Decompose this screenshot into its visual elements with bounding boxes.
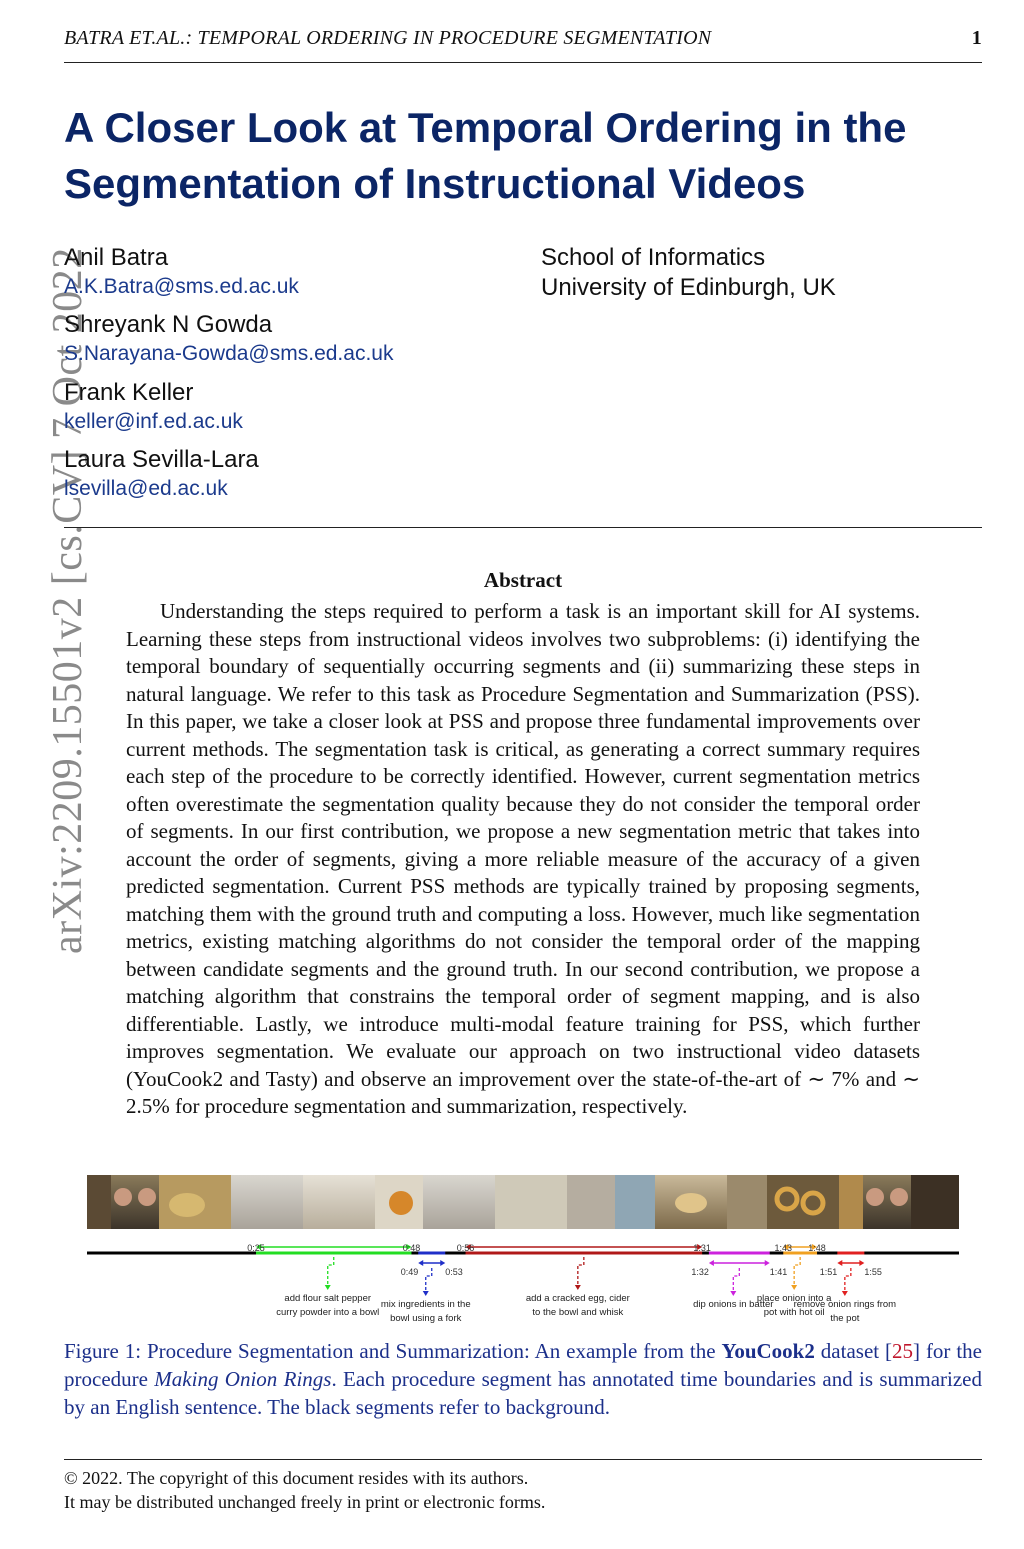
- summary-arrowhead: [791, 1285, 797, 1290]
- author-3: [64, 378, 243, 436]
- author-email[interactable]: keller@inf.ed.ac.uk: [64, 410, 243, 433]
- segment-end-time: 1:55: [864, 1267, 882, 1277]
- author-name: Anil Batra: [64, 244, 169, 271]
- arrowhead-right: [440, 1260, 445, 1266]
- summary-arrowhead: [575, 1285, 581, 1290]
- arrowhead-left: [709, 1260, 714, 1266]
- segment-start-time: 1:51: [819, 1267, 838, 1277]
- summary-connector: [794, 1257, 800, 1286]
- author-4: [64, 445, 259, 503]
- segment-end-time: 1:48: [808, 1243, 826, 1253]
- summary-arrowhead: [842, 1291, 848, 1296]
- affiliation-line-1: School of Informatics: [541, 244, 766, 271]
- segment-summary-line-2: the pot: [830, 1313, 860, 1324]
- summary-connector: [426, 1268, 432, 1292]
- segment-start-time: 0:49: [400, 1267, 419, 1277]
- arrowhead-right: [765, 1260, 770, 1266]
- segment-end-time: 1:31: [693, 1243, 711, 1253]
- segment-start-time: 1:43: [774, 1243, 793, 1253]
- segment-summary-line-1: mix ingredients in the: [380, 1299, 471, 1310]
- procedure-name: Making Onion Rings: [154, 1367, 332, 1391]
- segment-summary-line-2: curry powder into a bowl: [276, 1307, 380, 1318]
- footer: [64, 1466, 545, 1514]
- video-frames-strip: [87, 1175, 959, 1229]
- author-email[interactable]: lsevilla@ed.ac.uk: [64, 477, 228, 500]
- abstract-body: [126, 598, 920, 1121]
- segment-summary-line-2: bowl using a fork: [390, 1313, 462, 1324]
- copyright-notice: © 2022. The copyright of this document resides with its authors.: [64, 1468, 529, 1488]
- segment-summary-line-1: place onion into a: [756, 1293, 832, 1304]
- segment-start-time: 0:25: [247, 1243, 265, 1253]
- affiliation-line-2: University of Edinburgh, UK: [541, 274, 836, 301]
- summary-arrowhead: [325, 1285, 331, 1290]
- page-number: 1: [971, 27, 982, 49]
- segment-summary-line-1: add flour salt pepper: [284, 1293, 372, 1304]
- segment-start-time: 1:32: [691, 1267, 709, 1277]
- running-header: [64, 27, 982, 50]
- affiliation: [541, 243, 836, 303]
- author-1: [64, 243, 299, 301]
- author-name: Frank Keller: [64, 379, 194, 406]
- paper-title: [64, 100, 964, 212]
- segment-summary-line-2: pot with hot oil: [763, 1307, 825, 1318]
- summary-arrowhead: [730, 1291, 736, 1296]
- summary-arrowhead: [423, 1291, 429, 1296]
- summary-connector: [578, 1257, 584, 1286]
- author-email[interactable]: A.K.Batra@sms.ed.ac.uk: [64, 275, 299, 298]
- author-name: Shreyank N Gowda: [64, 311, 273, 338]
- segment-summary-line-1: remove onion rings from: [793, 1299, 897, 1310]
- thumbnail-group: [87, 1175, 959, 1229]
- segment-summary-line-2: to the bowl and whisk: [532, 1307, 624, 1318]
- running-title: BATRA ET.AL.: TEMPORAL ORDERING IN PROCEDURE SEGMENTATION: [64, 27, 712, 49]
- segment-end-time: 1:41: [769, 1267, 788, 1277]
- author-name: Laura Sevilla-Lara: [64, 446, 259, 473]
- figure-caption: Figure 1: Procedure Segmentation and Summarization: An example from the YouCook2 dataset [25] for the procedure Making Onion Rings. Each procedure segment has annotated time boundaries and is summarized by an English sentence. The black segments refer to background.: [64, 1339, 983, 1419]
- summary-connector: [733, 1268, 739, 1292]
- segment-end-time: 0:53: [445, 1267, 463, 1277]
- abstract-text: Understanding the steps required to perform a task is an important skill for AI systems. Learning these steps from instructional videos involves two subproblems: (i) identifying the temporal boundary of sequentially occurring segments and (ii) summarizing these steps in natural language. We refer to this task as Procedure Segmentation and Summarization (PSS). In this paper, we take a closer look at PSS and propose three fundamental improvements over current methods. The segmentation task is critical, as generating a correct summary requires each step of the procedure to be correctly identified. However, current segmentation metrics often overestimate the segmentation quality because they do not consider the temporal order of segments. In our first contribution, we propose a new segmentation metric that takes into account the order of segments, giving a more reliable measure of the accuracy of a given predicted segmentation. Current PSS methods are typically trained by proposing segments, matching them with the ground truth and computing a loss. However, much like segmentation metrics, existing matching algorithms do not consider the temporal order of the mapping between candidate segments and the ground truth. In our second contribution, we propose a matching algorithm that constrains the temporal order of segment mapping, and is also differentiable. Lastly, we introduce multi-modal feature training for PSS, which further improves segmentation. We evaluate our approach on two instructional video datasets (YouCook2 and Tasty) and observe an improvement over the state-of-the-art of ∼ 7% and ∼ 2.5% for procedure segmentation and summarization, respectively.: [126, 599, 920, 1118]
- title-line-1: A Closer Look at Temporal Ordering in the: [64, 104, 907, 151]
- header-rule: [64, 62, 982, 63]
- summary-connector: [328, 1257, 334, 1286]
- arrowhead-left: [837, 1260, 842, 1266]
- footer-rule: [64, 1459, 982, 1460]
- arrowhead-right: [859, 1260, 864, 1266]
- author-email[interactable]: S.Narayana-Gowda@sms.ed.ac.uk: [64, 342, 394, 365]
- arxiv-stamp: arXiv:2209.15501v2 [cs.CV] 7 Oct 2022: [45, 247, 91, 954]
- segment-summary-line-1: dip onions in batter: [693, 1299, 774, 1310]
- title-block-rule: [64, 527, 982, 528]
- procedure-timeline: [87, 1236, 959, 1336]
- segment-start-time: 0:56: [456, 1243, 475, 1253]
- segment-end-time: 0:48: [402, 1243, 421, 1253]
- arrowhead-left: [418, 1260, 423, 1266]
- segment-summary-line-1: add a cracked egg, cider: [525, 1293, 630, 1304]
- author-2: [64, 310, 393, 368]
- distribution-notice: It may be distributed unchanged freely in print or electronic forms.: [64, 1492, 546, 1512]
- dataset-name: YouCook2: [721, 1339, 815, 1363]
- title-line-2: Segmentation of Instructional Videos: [64, 160, 806, 207]
- citation-link[interactable]: 25: [892, 1339, 914, 1363]
- abstract-heading: Abstract: [483, 568, 563, 592]
- summary-connector: [845, 1268, 851, 1292]
